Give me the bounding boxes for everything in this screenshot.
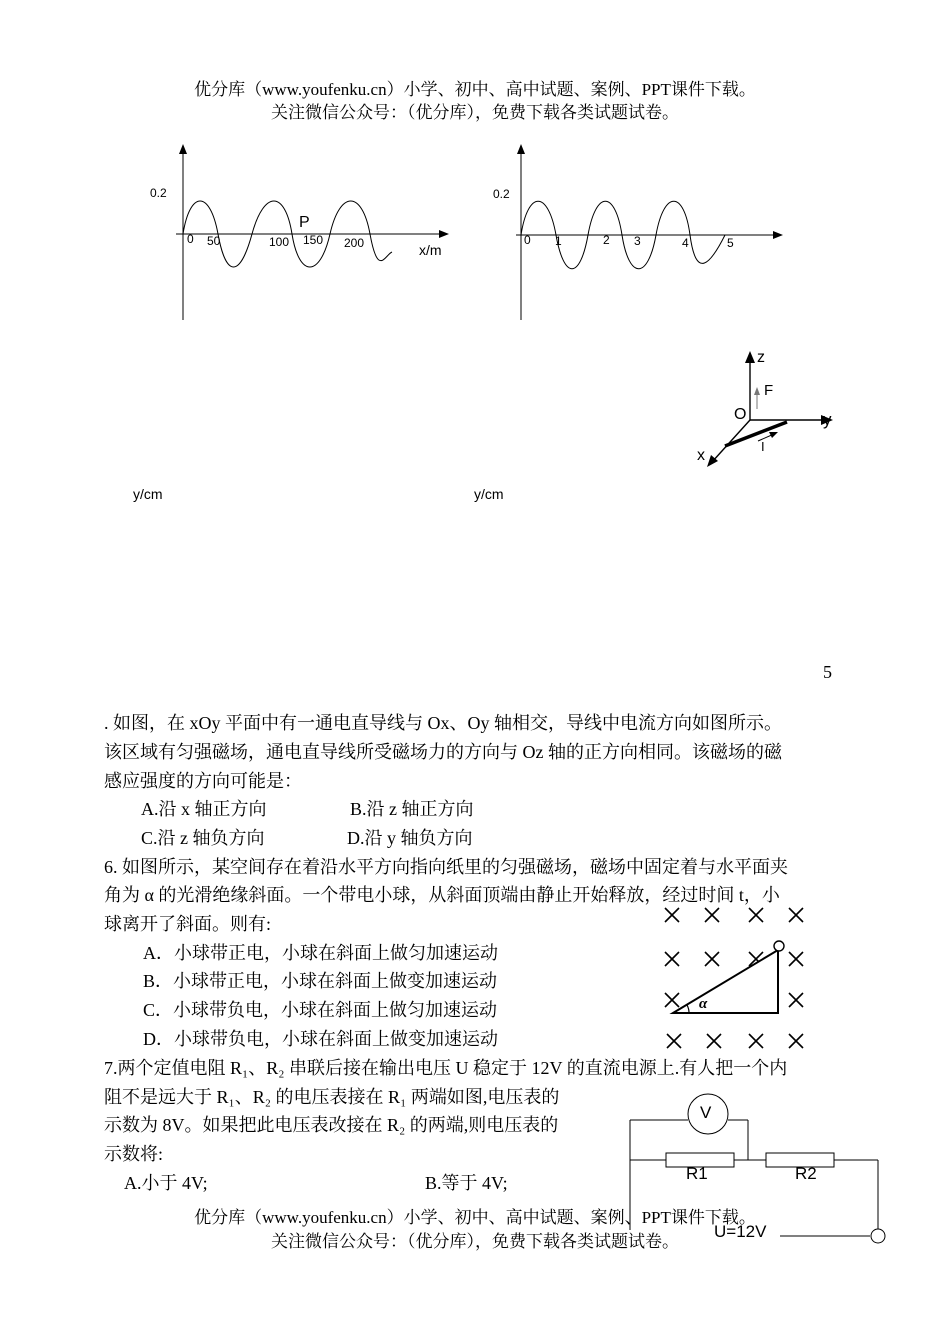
- resistor-r1-label: R1: [686, 1164, 708, 1183]
- q5-line-3: 感应强度的方向可能是：: [104, 771, 302, 791]
- q6-line-3: 球离开了斜面。则有:: [104, 914, 272, 934]
- axis-y-label: y: [823, 410, 832, 429]
- q6-option-b: B．小球带正电，小球在斜面上做变加速运动: [143, 971, 498, 991]
- right-y-axis-label: y/cm: [474, 486, 504, 502]
- axis-z-label: z: [757, 349, 765, 366]
- q7-line-4: 示数将:: [104, 1144, 164, 1164]
- left-y-tick: 0.2: [150, 186, 167, 200]
- right-x-tick-1: 1: [555, 234, 562, 248]
- footer-line-2: 关注微信公众号：（优分库），免费下载各类试题试卷。: [271, 1232, 679, 1251]
- q6-line-1: 6. 如图所示，某空间存在着沿水平方向指向纸里的匀强磁场，磁场中固定着与水平面夹: [104, 857, 788, 877]
- left-x-tick-100: 100: [269, 235, 290, 249]
- left-x-tick-50: 50: [207, 234, 221, 248]
- left-x-tick-150: 150: [303, 233, 324, 247]
- q7-line-2: 阻不是远大于 R₁、R₂ 的电压表接在 R₁ 两端如图,电压表的: [104, 1087, 560, 1107]
- right-x-tick-5: 5: [727, 236, 734, 250]
- q5-option-d: D.沿 y 轴负方向: [347, 828, 473, 848]
- q6-option-d: D．小球带负电，小球在斜面上做变加速运动: [143, 1029, 498, 1049]
- question-number-5: 5: [823, 662, 832, 682]
- voltmeter-label: V: [700, 1103, 712, 1122]
- origin-o-label: O: [734, 406, 747, 423]
- voltage-source-label: U=12V: [714, 1222, 767, 1241]
- force-f-label: F: [764, 382, 774, 399]
- q6-option-c: C．小球带负电，小球在斜面上做匀加速运动: [143, 1000, 498, 1020]
- right-x-tick-4: 4: [682, 236, 689, 250]
- q5-line-1: . 如图，在 xOy 平面中有一通电直导线与 Ox、Oy 轴相交，导线中电流方向如图所示。: [104, 713, 782, 733]
- left-x-tick-200: 200: [344, 236, 365, 250]
- q7-option-a: A.小于 4V;: [124, 1173, 208, 1193]
- q5-option-c: C.沿 z 轴负方向: [141, 828, 265, 848]
- q5-option-b: B.沿 z 轴正方向: [350, 799, 474, 819]
- right-x-tick-3: 3: [634, 234, 641, 248]
- left-x-tick-0: 0: [187, 232, 194, 246]
- incline-field-figure: [655, 900, 825, 1050]
- q6-option-a: A．小球带正电，小球在斜面上做匀加速运动: [143, 943, 498, 963]
- footer-line-1: 优分库（www.youfenku.cn）小学、初中、高中试题、案例、PPT课件下载。: [194, 1208, 756, 1227]
- resistor-r2-label: R2: [795, 1164, 817, 1183]
- q7-option-b: B.等于 4V;: [425, 1173, 508, 1193]
- q6-line-2: 角为 α 的光滑绝缘斜面。一个带电小球，从斜面顶端由静止开始释放，经过时间 t，小: [104, 885, 780, 905]
- q7-line-3: 示数为 8V。如果把此电压表改接在 R₂ 的两端,则电压表的: [104, 1115, 559, 1135]
- q5-option-a: A.沿 x 轴正方向: [141, 799, 267, 819]
- axis-x-label: x: [697, 447, 705, 464]
- header-line-2: 关注微信公众号：（优分库），免费下载各类试题试卷。: [271, 103, 679, 122]
- current-i-label: I: [761, 439, 765, 454]
- right-x-tick-0: 0: [524, 233, 531, 247]
- q7-line-1: 7.两个定值电阻 R₁、R₂ 串联后接在输出电压 U 稳定于 12V 的直流电源上.有人把一个内: [104, 1058, 788, 1078]
- q5-line-2: 该区域有匀强磁场，通电直导线所受磁场力的方向与 Oz 轴的正方向相同。该磁场的磁: [104, 742, 782, 762]
- point-p-label: P: [299, 214, 310, 231]
- header-line-1: 优分库（www.youfenku.cn）小学、初中、高中试题、案例、PPT课件下载。: [194, 80, 756, 99]
- left-x-axis-label: x/m: [419, 242, 442, 258]
- right-y-tick: 0.2: [493, 187, 510, 201]
- angle-alpha-label: α: [699, 996, 708, 1012]
- left-y-axis-label: y/cm: [133, 486, 163, 502]
- right-x-tick-2: 2: [603, 233, 610, 247]
